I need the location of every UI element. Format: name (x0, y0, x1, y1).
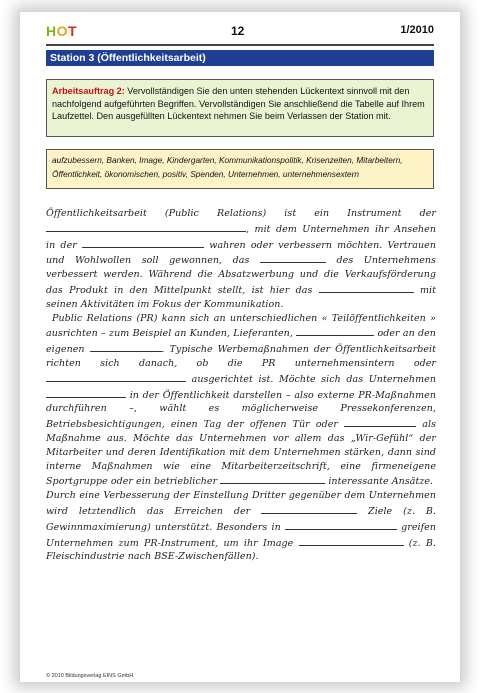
page-header (46, 22, 434, 42)
blank-field[interactable] (90, 341, 162, 352)
blank-field[interactable] (220, 473, 325, 484)
blank-field[interactable] (82, 237, 204, 248)
blank-field[interactable] (261, 503, 357, 514)
station-title: Station 3 (Öffentlichkeitsarbeit) (46, 50, 434, 66)
blank-field[interactable] (299, 535, 404, 546)
worksheet-page (20, 12, 460, 682)
task-box (46, 79, 434, 137)
blank-field[interactable] (319, 282, 414, 293)
cloze-paragraph-1: Öffentlichkeitsarbeit (Public Relations) ist ein Instrument der , mit dem Unternehmen ihr Ansehen in der wahren oder verbessern möchten. Vertrauen und Wohlwollen soll gewonnen, das des Unternehmens verbessert werden. Während die Absatzwerbung und die Verkaufsförderung das Produkt in den Mittelpunkt stellt, ist hier das mit seinen Aktivitäten im Fokus der Kommunikation. (46, 208, 436, 310)
blank-field[interactable] (46, 221, 246, 232)
blank-field[interactable] (260, 252, 326, 263)
blank-field[interactable] (344, 416, 416, 427)
blank-field[interactable] (46, 387, 126, 398)
word-list-box (46, 149, 434, 189)
header-divider (46, 44, 434, 46)
issue-number: 1/2010 (400, 24, 434, 36)
cloze-paragraph-2: Public Relations (PR) kann sich an unterschiedlichen « Teilöffentlichkeiten » ausrichten – zum Beispiel an Kunden, Lieferanten, oder an den eigenen . Typische Werbemaßnahmen der Öffentlichkeitsarbeit richten sich danach, ob die PR unternehmensintern oder ausgerichtet ist. Möchte sich das Unternehmen in der Öffentlichkeit darstellen – also externe PR-Maßnahmen durchführen –, wählt es möglicherweise Pressekonferenzen, Betriebsbesichtigungen, einen Tag der offenen Tür oder als Maßnahme aus. Möchte das Unternehmen vor allem das „Wir-Gefühl“ der Mitarbeiter und deren Identifikation mit dem Unternehmen stärken, dann sind interne Maßnahmen wie eine Mitarbeiterzeitschrift, eine firmeneigene Sportgruppe oder ein betrieblicher interessante Ansätze. (46, 312, 437, 488)
task-text: Vervollständigen Sie den unten stehenden Lückentext sinnvoll mit den nachfolgend aufgeführten Begriffen. Vervollständigen Sie anschließend die Tabelle auf Ihrem Laufzettel. Den ausgefüllten Lückentext nehmen Sie beim Verlassen der Station mit. (52, 86, 425, 121)
blank-field[interactable] (296, 325, 374, 336)
word-list: aufzubessern, Banken, Image, Kindergarten, Kommunikationspolitik, Krisenzeiten, Mitarbeitern, Öffentlichkeit, ökonomischen, positiv, Spenden, Unternehmen, unternehmensextern (52, 155, 403, 179)
blank-field[interactable] (46, 371, 186, 382)
hot-logo: HOT (46, 23, 78, 39)
copyright-footer: © 2010 Bildungsverlag EINS GmbH (46, 673, 134, 679)
cloze-paragraph-3: Durch eine Verbesserung der Einstellung Dritter gegenüber dem Unternehmen wird letztendlich das Erreichen der Ziele (z. B. Gewinnmaximierung) unterstützt. Besonders in greifen Unternehmen zum PR-Instrument, um ihr Image (z. B. Fleischindustrie nach BSE-Zwischenfällen). (46, 490, 436, 563)
cloze-text (46, 207, 436, 564)
blank-field[interactable] (285, 519, 397, 530)
page-number: 12 (231, 24, 245, 38)
task-label: Arbeitsauftrag 2: (52, 86, 125, 96)
